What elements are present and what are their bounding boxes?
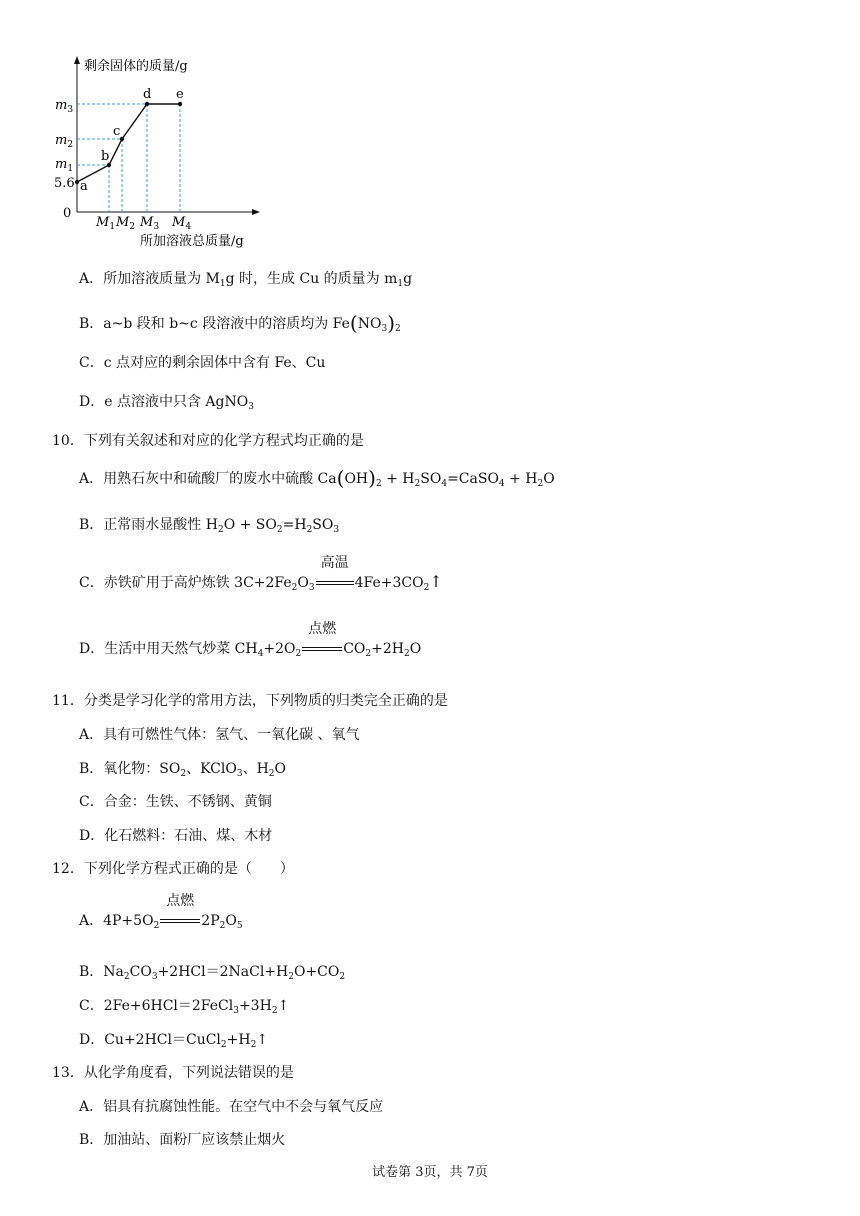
q10-c-double-line <box>316 581 354 585</box>
point-d-dot <box>145 102 149 106</box>
q12-a-sub-3: 5 <box>236 921 243 931</box>
q10-a-text-7: O <box>543 471 555 487</box>
x-axis-arrow <box>252 209 260 215</box>
q10-a-text-2: OH <box>344 471 369 487</box>
q12-c-gas-arrow: ↑ <box>277 998 290 1014</box>
point-e-label: e <box>176 87 184 102</box>
q9-b-paren-close: ) <box>387 311 395 335</box>
q11-b-sub-1: 2 <box>180 769 187 779</box>
q10-d-sub-3: 2 <box>365 649 372 659</box>
xtick-M1: $M_1$ <box>96 215 116 232</box>
origin-label: 0 <box>63 206 72 221</box>
q10-c-sub-2: 3 <box>308 583 315 593</box>
q12-d-text-1: D．Cu+2HCl＝CuCl <box>79 1032 221 1048</box>
point-a-dot <box>75 180 79 184</box>
q12-c-sub-2: 2 <box>271 1006 278 1016</box>
q9-b-sub-2: 2 <box>395 324 401 334</box>
q12-d-text-2: +H <box>226 1032 251 1048</box>
q12-a-double-line <box>160 919 200 923</box>
q12-c-text-1: C．2Fe+6HCl＝2FeCl <box>79 998 234 1014</box>
q10-c-reaction-arrow <box>315 555 355 592</box>
q12-a-sub-2: 2 <box>219 921 226 931</box>
q12-b-text-4: O+CO <box>293 964 340 980</box>
y-axis-label: 剩余固体的质量/g <box>84 59 188 74</box>
q13-option-a: A．铝具有抗腐蚀性能。在空气中不会与氧气反应 <box>79 1099 384 1115</box>
q9-a-text-2: g 时，生成 Cu 的质量为 m <box>225 271 398 287</box>
q12-b-text-3: +2HCl＝2NaCl+H <box>157 964 289 980</box>
q10-d-text-2: +2O <box>263 641 296 657</box>
q9-option-c: C．c 点对应的剩余固体中含有 Fe、Cu <box>79 355 326 371</box>
q9-d-text-1: D．e 点溶液中只含 AgNO <box>79 394 249 410</box>
q10-d-text-5: O <box>409 641 422 657</box>
q12-a-reaction-arrow <box>159 893 201 930</box>
q12-b-sub-2: 3 <box>151 972 158 982</box>
q10-a-paren-close: ) <box>368 466 376 490</box>
page-footer: 试卷第 3页，共 7页 <box>372 1165 488 1180</box>
q9-b-text-2: NO <box>357 316 382 332</box>
q10-option-d <box>79 621 422 659</box>
q10-a-sub-2: 2 <box>414 479 421 489</box>
q10-option-b <box>79 516 339 534</box>
q9-a-sub-2: 1 <box>397 279 404 289</box>
q12-a-sub-1: 2 <box>153 921 160 931</box>
q12-b-sub-1: 2 <box>123 972 130 982</box>
ytick-m3: $m_3$ <box>55 98 74 115</box>
q10-a-text-4: SO <box>420 471 442 487</box>
q12-a-condition: 点燃 <box>166 893 195 909</box>
q12-b-sub-4: 2 <box>339 972 346 982</box>
q10-b-text-3: =H <box>282 517 307 533</box>
q12-a-text-2: 2P <box>201 913 220 929</box>
q10-c-text-3: 4Fe+3CO <box>354 575 424 591</box>
q12-c-text-2: +3H <box>238 998 272 1014</box>
q10-option-c <box>79 555 443 593</box>
q10-b-sub-4: 3 <box>333 525 340 535</box>
q12-c-sub-1: 3 <box>233 1006 239 1016</box>
q10-a-sub-5: 2 <box>537 479 544 489</box>
xtick-M2: $M_2$ <box>116 215 136 232</box>
q13-option-b: B．加油站、面粉厂应该禁止烟火 <box>79 1132 286 1148</box>
q12-b-sub-3: 2 <box>288 972 294 982</box>
xtick-M3: $M_3$ <box>140 215 160 232</box>
q10-d-sub-4: 2 <box>404 649 410 659</box>
q10-d-sub-1: 4 <box>257 649 264 659</box>
q12-option-d <box>79 1031 268 1049</box>
q9-a-sub-1: 1 <box>219 279 226 289</box>
q10-b-text-4: SO <box>312 517 334 533</box>
q10-a-sub-1: 2 <box>375 479 382 489</box>
q10-c-text-1: C．赤铁矿用于高炉炼铁 3C+2Fe <box>79 575 292 591</box>
q10-d-double-line <box>302 647 342 651</box>
q12-b-text-2: CO <box>129 964 152 980</box>
q11-b-text-1: B．氧化物：SO <box>79 761 181 777</box>
q12-d-sub-2: 2 <box>250 1040 257 1050</box>
ytick-m1: $m_1$ <box>55 157 74 174</box>
q12-option-a <box>79 893 243 931</box>
q10-a-sub-3: 4 <box>441 479 448 489</box>
q10-b-text-1: B．正常雨水显酸性 H <box>79 517 218 533</box>
q10-d-text-1: D．生活中用天然气炒菜 CH <box>79 641 258 657</box>
mass-line <box>77 104 180 182</box>
q9-option-a <box>79 270 412 288</box>
q10-a-text-3: + H <box>381 471 415 487</box>
q12-option-b <box>79 963 345 981</box>
y-axis-arrow <box>74 56 80 64</box>
q10-c-sub-1: 2 <box>291 583 298 593</box>
point-c-dot <box>120 137 124 141</box>
q9-b-sub-1: 3 <box>381 324 388 334</box>
q10-c-condition: 高温 <box>320 555 349 571</box>
point-c-label: c <box>113 124 121 139</box>
q10-b-sub-2: 2 <box>276 525 283 535</box>
q12-b-text-1: B．Na <box>79 964 124 980</box>
q10-c-text-2: O <box>297 575 309 591</box>
q10-b-sub-1: 2 <box>217 525 224 535</box>
q9-b-text-1: B．a~b 段和 b~c 段溶液中的溶质均为 Fe <box>79 316 350 332</box>
q9-option-b <box>79 311 401 335</box>
q10-d-text-3: CO <box>343 641 366 657</box>
q10-b-sub-3: 2 <box>306 525 313 535</box>
q11-option-b <box>79 760 286 778</box>
q11-b-text-4: O <box>274 761 287 777</box>
xtick-M4: $M_4$ <box>172 215 192 232</box>
q10-b-text-2: O + SO <box>223 517 277 533</box>
q9-a-text-1: A．所加溶液质量为 M <box>79 271 220 287</box>
ytick-m2: $m_2$ <box>55 133 74 150</box>
q10-a-text-5: =CaSO <box>447 471 499 487</box>
q10-a-text-1: A．用熟石灰中和硫酸厂的废水中硫酸 Ca <box>79 471 337 487</box>
q10-d-sub-2: 2 <box>295 649 302 659</box>
q10-a-text-6: + H <box>504 471 538 487</box>
q10-d-condition: 点燃 <box>308 621 337 637</box>
q12-stem: 12．下列化学方程式正确的是（ ） <box>52 861 294 877</box>
q12-d-gas-arrow: ↑ <box>256 1032 269 1048</box>
q13-stem: 13．从化学角度看，下列说法错误的是 <box>52 1065 294 1081</box>
point-e-dot <box>178 102 182 106</box>
q12-a-text-3: O <box>225 913 237 929</box>
q12-d-sub-1: 2 <box>220 1040 227 1050</box>
q9-d-sub: 3 <box>248 402 254 412</box>
point-b-label: b <box>101 149 110 164</box>
mass-chart <box>40 50 300 255</box>
q10-c-sub-3: 2 <box>423 583 430 593</box>
q10-a-sub-4: 4 <box>498 479 505 489</box>
q12-a-text-1: A．4P+5O <box>79 913 154 929</box>
q9-option-d <box>79 393 254 411</box>
ytick-5-6: 5.6 <box>54 176 75 191</box>
q10-c-gas-arrow: ↑ <box>429 572 443 591</box>
q12-option-c <box>79 997 289 1015</box>
q10-stem: 10．下列有关叙述和对应的化学方程式均正确的是 <box>52 433 364 449</box>
q10-a-paren-open: ( <box>336 466 345 490</box>
q11-option-a: A．具有可燃性气体：氢气、一氧化碳 、氧气 <box>79 727 360 743</box>
q11-b-text-3: 、H <box>242 761 269 777</box>
q10-option-a <box>79 466 555 490</box>
q11-stem: 11．分类是学习化学的常用方法，下列物质的归类完全正确的是 <box>52 693 448 709</box>
point-a-label: a <box>80 179 88 194</box>
q9-b-paren-open: ( <box>349 311 358 335</box>
q11-option-d: D．化石燃料：石油、煤、木材 <box>79 828 273 844</box>
q10-d-reaction-arrow <box>301 621 343 658</box>
q10-d-text-4: +2H <box>371 641 404 657</box>
q11-b-sub-2: 3 <box>236 769 243 779</box>
q11-option-c: C．合金：生铁、不锈钢、黄铜 <box>79 794 272 810</box>
point-d-label: d <box>143 87 152 102</box>
x-axis-label: 所加溶液总质量/g <box>140 234 244 249</box>
q11-b-sub-3: 2 <box>268 769 275 779</box>
q11-b-text-2: 、KClO <box>186 761 237 777</box>
q9-a-text-3: g <box>403 271 413 287</box>
